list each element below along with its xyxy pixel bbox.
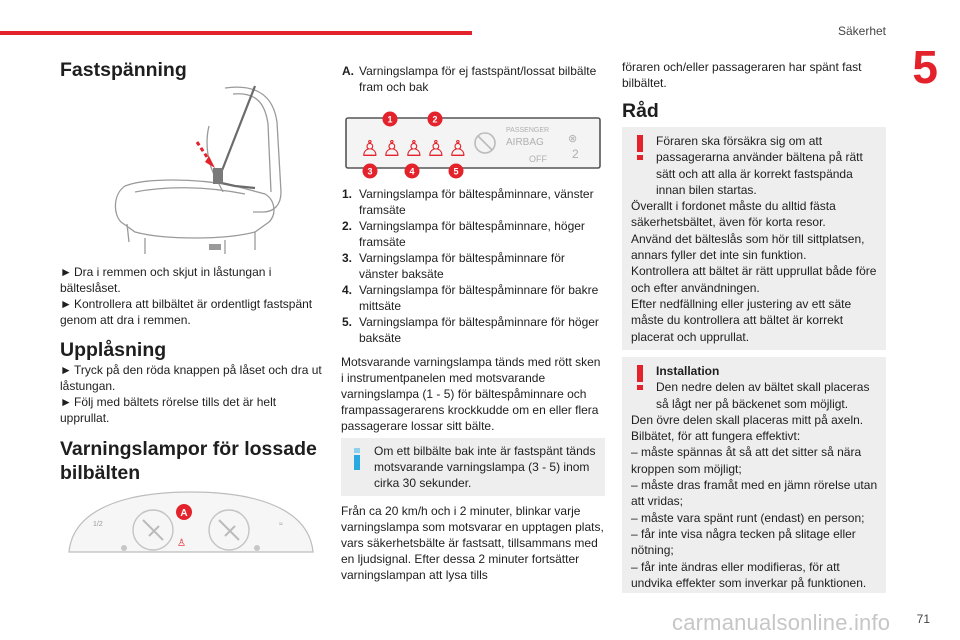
chapter-number: 5 xyxy=(912,41,938,93)
fuel-half-label: 1/2 xyxy=(93,521,103,528)
callout-2: 2 xyxy=(432,114,438,125)
seatbelt-lamp-5-icon: ♙ xyxy=(448,137,468,162)
warning-box-advice: Föraren ska försäkra sig om att passagerarna använder bältena på rätt sätt och att alla är korrekt fastspända innan bilen startas. Överallt i fordonet måste du alltid fästa säkerhetsbältet, även för korta resor. Använd det bälteslås som hör till sittplatsen, annars fyller det inte sin funktion. Kontrollera att bältet är rätt upprullat både före och efter användningen. Efter nedfällning eller justering av ett säte måste du kontrollera att bältet är korrekt placerat och upprullat. xyxy=(622,127,886,350)
lamp-list xyxy=(342,186,604,346)
heading-varningslampor: Varningslampor för lossade bilbälten xyxy=(60,438,317,484)
paragraph-continued: föraren och/eller passageraren har spänt fast bilbältet. xyxy=(622,60,862,90)
list-item: 1. Varningslampa för bältespåminnare, vänster framsäte xyxy=(342,187,594,217)
section-title: Säkerhet xyxy=(837,24,886,38)
instrument-cluster-illustration xyxy=(63,490,318,562)
info-note: Om ett bilbälte bak inte är fastspänt tänds motsvarande varningslampa (3 - 5) inom cirka 30 sekunder. xyxy=(341,438,605,496)
panel-passenger-label: PASSENGER xyxy=(506,127,550,134)
list-item: 5. Varningslampa för bältespåminnare för höger baksäte xyxy=(342,315,599,345)
svg-text:≈: ≈ xyxy=(279,521,283,528)
panel-airbag-label: AIRBAG xyxy=(506,137,544,148)
list-item: 4. Varningslampa för bältespåminnare för bakre mittsäte xyxy=(342,283,599,313)
info-icon xyxy=(353,448,361,470)
callout-a-label: A xyxy=(180,508,188,519)
list-item: 2. Varningslampa för bältespåminnare, höger framsäte xyxy=(342,219,585,249)
instruction-fast-1: ► Dra i remmen och skjut in låstungan i bälteslåset. xyxy=(60,265,272,295)
paragraph-speed-warning: Från ca 20 km/h och i 2 minuter, blinkar varje varningslampa som motsvarar en upptagen plats, vars säkerhetsbälte är fastsatt, tillsammans med en ljudsignal. Efter dessa 2 minuter fortsätter varningslampan att lysa tills xyxy=(341,504,604,582)
seatbelt-warning-panel-illustration xyxy=(342,110,604,182)
callout-1: 1 xyxy=(387,114,393,125)
page-number: 71 xyxy=(916,612,930,626)
seatbelt-lamp-1-icon: ♙ xyxy=(360,137,380,162)
seatbelt-lamp-2-icon: ♙ xyxy=(426,137,446,162)
callout-4: 4 xyxy=(409,166,415,177)
heading-upplasning: Upplåsning xyxy=(60,339,167,361)
instruction-upp-1: ► Tryck på den röda knappen på låset och dra ut låstungan. xyxy=(60,363,322,393)
lamp-a-description: A. Varningslampa för ej fastspänt/lossat bilbälte fram och bak xyxy=(342,64,597,94)
heading-fastspanning: Fastspänning xyxy=(60,59,187,81)
panel-seats-count: 2 xyxy=(572,147,579,161)
seat-belt-illustration xyxy=(105,82,285,257)
warning-box-installation: Installation Den nedre delen av bältet skall placeras så lågt ner på bäckenet som möjligt. Den övre delen skall placeras mitt på axeln. Bilbätet, för att fungera effektivt: – måste spännas åt så att det sitter så nära kroppen som möjligt; – måste dras framåt med en jämn rörelse utan att vridas; – måste vara spänt runt (endast) en person; – får inte visa några tecken på slitage eller nötning; – får inte ändras eller modifieras, för att undvika effekter som inverkar på funktionen. xyxy=(622,357,886,593)
instruction-fast-2: ► Kontrollera att bilbältet är ordentligt fastspänt genom att dra i remmen. xyxy=(60,297,313,327)
watermark: carmanualsonline.info xyxy=(672,610,891,635)
warning-exclamation-icon xyxy=(635,135,645,160)
callout-5: 5 xyxy=(453,166,459,177)
warning-exclamation-icon xyxy=(635,365,645,390)
instruction-upp-2: ► Följ med bältets rörelse tills det är helt upprullat. xyxy=(60,395,277,425)
heading-rad: Råd xyxy=(622,100,659,122)
paragraph-lamp-behaviour: Motsvarande varningslampa tänds med rött sken i instrumentpanelen med motsvarande varningslampa (1 - 5) för bältespåminnare och frampassagerarens krockkudde om en eller flera passagerare lossar sitt bälte. xyxy=(341,355,601,433)
callout-3: 3 xyxy=(367,166,373,177)
rear-seat-icon: ⊗ xyxy=(568,132,578,145)
list-item: 3. Varningslampa för bältespåminnare för vänster baksäte xyxy=(342,251,565,281)
panel-off-label: OFF xyxy=(529,154,547,164)
header-accent-bar xyxy=(0,31,472,35)
seatbelt-warning-icon: ♙ xyxy=(177,538,186,549)
installation-title: Installation xyxy=(656,364,720,378)
seatbelt-lamp-3-icon: ♙ xyxy=(382,137,402,162)
seatbelt-lamp-4-icon: ♙ xyxy=(404,137,424,162)
